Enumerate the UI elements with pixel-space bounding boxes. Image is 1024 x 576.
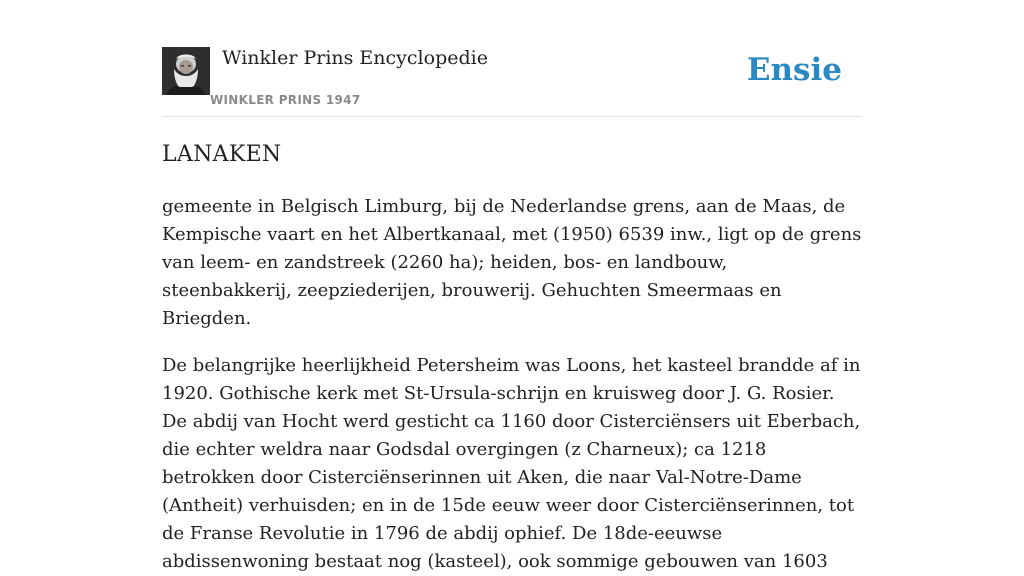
avatar[interactable] — [162, 47, 210, 95]
source-title-link[interactable]: Winkler Prins Encyclopedie — [222, 47, 488, 69]
source-header — [162, 0, 862, 117]
brand-logo-link[interactable]: Ensie — [746, 52, 842, 88]
article-title: LANAKEN — [162, 142, 282, 167]
article-paragraph-1: gemeente in Belgisch Limburg, bij de Nederlandse grens, aan de Maas, de Kempische vaart en het Albertkanaal, met (1950) 6539 inw., ligt op de grens van leem- en zandstreek (2260 ha); heiden, bos- en landbouw, steenbakkerij, zeepziederijen, brouwerij. Gehuchten Smeermaas en Briegden. — [162, 196, 862, 329]
article — [162, 140, 862, 576]
bearded-man-portrait-icon — [162, 47, 210, 95]
source-subtitle: WINKLER PRINS 1947 — [210, 93, 361, 107]
article-paragraph-2: De belangrijke heerlijkheid Petersheim was Loons, het kasteel brandde af in 1920. Gothische kerk met St-Ursula-schrijn en kruisweg door J. G. Rosier. De abdij van Hocht werd gesticht ca 1160 door Cisterciënsers uit Eberbach, die echter weldra naar Godsdal overgingen (z Charneux); ca 1218 betrokken door Cisterciënserinnen uit Aken, die naar Val-Notre-Dame (Antheit) verhuisden; en in de 15de eeuw weer door Cisterciënserinnen, tot de Franse Revolutie in 1796 de abdij ophief. De 18de-eeuwse abdissenwoning bestaat nog (kasteel), ook sommige gebouwen van 1603 — [162, 355, 861, 572]
